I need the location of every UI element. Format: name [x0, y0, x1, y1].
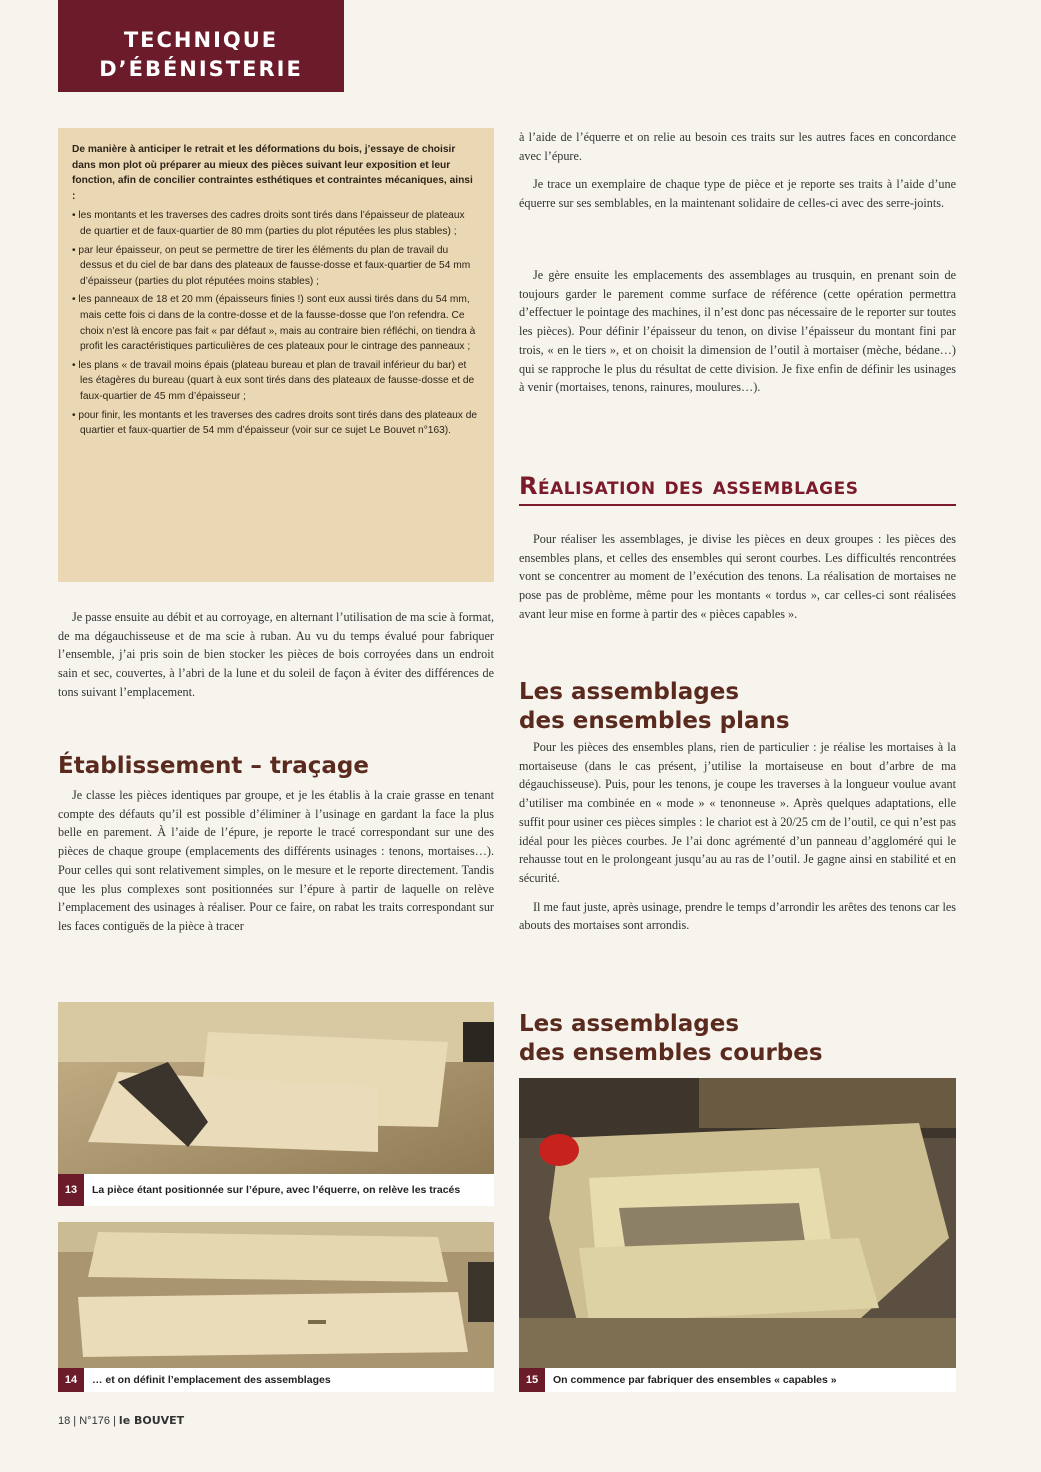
heading-line: Les assemblages — [519, 1011, 740, 1037]
page-number: 18 — [58, 1415, 71, 1427]
sidebar-box — [58, 128, 494, 582]
caption-text: … et on définit l’emplacement des assemblages — [92, 1373, 331, 1386]
list-item: • les plans « de travail moins épais (plateau bureau et plan de travail inférieur du bar) et les étagères du bureau (quart à eux sont tirés dans des plateaux de fausse-dosse et de faux-quartier de 45 mm d’épaisseur ; — [72, 358, 478, 405]
paragraph: à l’aide de l’équerre et on relie au besoin ces traits sur les autres faces en concordance avec l’épure. — [519, 130, 956, 163]
caption-number: 15 — [519, 1368, 545, 1392]
caption-text: La pièce étant positionnée sur l’épure, avec l’équerre, on relève les tracés — [92, 1183, 461, 1196]
photo-15 — [519, 1078, 956, 1368]
heading-ensembles-plans — [519, 678, 790, 736]
page-footer: 18 | N°176 | le BOUVET — [58, 1414, 185, 1427]
paragraph: Je trace un exemplaire de chaque type de pièce et je reporte ses traits à l’aide d’une équerre sur ses semblables, en la maintenant solidaire de celles-ci avec des serre-joints. — [519, 177, 956, 211]
caption-text: On commence par fabriquer des ensembles « capables » — [553, 1373, 837, 1386]
caption-number: 13 — [58, 1174, 84, 1206]
paragraph: Pour les pièces des ensembles plans, rien de particulier : je réalise les mortaises à la mortaiseuse (dans le cas présent, j’utilise la mortaiseuse en bout d’arbre de ma dégauchisseuse). Puis, pour les tenons, je coupe les traverses à la longueur voulue avant d’utiliser ma combinée en « mode » « tenonneuse ». Après quelques adaptations, elle suffit pour usiner ces pièces simples : le chariot est à 20/25 cm de l’outil, ce qui n’est pas idéal pour les pièces courbes. Je l’ai donc agrémenté d’un panneau d’aggloméré qui le rehausse tout en le prolongeant jusqu’au au ras de l’outil. Je gagne ainsi en stabilité et en sécurité. — [519, 740, 956, 885]
caption-14 — [58, 1368, 494, 1392]
paragraph: Il me faut juste, après usinage, prendre le temps d’arrondir les arêtes des tenons car les abouts des mortaises sont arrondis. — [519, 899, 956, 933]
list-item: • les panneaux de 18 et 20 mm (épaisseurs finies !) sont eux aussi tirés dans du 54 mm, mais cette fois ci dans de la contre-dosse et de la fausse-dosse que l’on refendra. Ce choix n’est là encore pas fait « par défaut », mais au contraire bien réfléchi, on tiendra à profit les caractéristiques particulières de ces plateaux pour le cintrage des panneaux ; — [72, 292, 478, 354]
list-item: • par leur épaisseur, on peut se permettre de tirer les éléments du plan de travail du dessus et du ciel de bar dans des plateaux de fausse-dosse et faux-quartier de 54 mm d’épaisseur (parties du plot réputées moins stables) ; — [72, 243, 478, 290]
list-item: • les montants et les traverses des cadres droits sont tirés dans l’épaisseur de plateaux de quartier et de faux-quartier de 80 mm (parties du plot réputées les plus stables) ; — [72, 208, 478, 239]
paragraph: Je classe les pièces identiques par groupe, et je les établis à la craie grasse en tenant compte des défauts qu’il est possible d’éliminer à l’usinage en gardant la face la plus belle en parement. À l’aide de l’épure, je reporte le tracé correspondant sur une des pièces de chaque groupe (emplacements des différents usinages : tenons, mortaises…). Pour celles qui sont relativement simples, on le mesure et le reporte directement. Tandis que les plus complexes sont positionnées sur l’épure à partir de laquelle on relève l’emplacement des usinages à réaliser. Pour ce faire, on rabat les traits correspondant sur les faces contiguës de la pièce à tracer — [58, 788, 494, 933]
section-tag — [58, 0, 344, 92]
caption-number: 14 — [58, 1368, 84, 1392]
caption-15 — [519, 1368, 956, 1392]
list-item: • pour finir, les montants et les traverses des cadres droits sont tirés dans des plateaux de quartier et faux-quartier de 54 mm d’épaisseur (voir sur ce sujet Le Bouvet n°163). — [72, 408, 478, 439]
photo-14 — [58, 1222, 494, 1368]
paragraph: Pour réaliser les assemblages, je divise les pièces en deux groupes : les pièces des ensembles plans, et celles des ensembles qui seront courbes. Les difficultés rencontrées vont se concentrer au moment de l’exécution des tenons. La réalisation de mortaises ne pose pas de problème, même pour les montants « tordus », car celles-ci sont réalisées avant leur mise en forme à partir des « pièces capables ». — [519, 532, 956, 621]
etablissement-block — [58, 786, 494, 978]
issue-number: N°176 — [79, 1415, 110, 1427]
section-tag-line2: D’ÉBÉNISTERIE — [99, 57, 303, 81]
caption-13 — [58, 1174, 494, 1206]
sidebar-intro: De manière à anticiper le retrait et les déformations du bois, j’essaye de choisir dans mon plot où préparer au mieux des pièces suivant leur exposition et leur fonction, afin de concilier contraintes esthétiques et contraintes mécaniques, ainsi : — [72, 144, 473, 202]
heading-realisation: Réalisation des assemblages — [519, 470, 956, 506]
heading-line: des ensembles plans — [519, 708, 790, 734]
photo-13 — [58, 1002, 494, 1174]
heading-line: des ensembles courbes — [519, 1040, 823, 1066]
paragraph: Je passe ensuite au débit et au corroyage, en alternant l’utilisation de ma scie à format, de ma dégauchisseuse et de ma scie à ruban. Au vu du temps évalué pour fabriquer l’ensemble, j’ai pris soin de bien stocker les pièces de bois corroyées dans un endroit sain et sec, couvertes, à l’abri de la lune et du soleil de façon à éviter des différences de tons suivant l’emplacement. — [58, 610, 494, 699]
sidebar-list — [72, 208, 478, 438]
magazine-brand: le BOUVET — [118, 1414, 185, 1427]
section-tag-line1: TECHNIQUE — [123, 28, 279, 52]
paragraph: Je gère ensuite les emplacements des assemblages au trusquin, en prenant soin de toujours garder le parement comme surface de référence (cette opération permettra d’effectuer le pointage des machines, il n’est donc pas nécessaire de le reporter sur toutes les pièces). Pour définir l’épaisseur du tenon, on divise l’épaisseur du montant fini par trois, « en le tiers », et on choisit la dimension de l’outil à mortaiser (mèche, bédane…) qui se rapproche le plus du résultat de cette division. Je fixe enfin de définir les usinages à venir (mortaises, tenons, rainures, moulures…). — [519, 268, 956, 395]
heading-ensembles-courbes — [519, 1010, 823, 1068]
left-paragraph-block — [58, 608, 494, 726]
right-top-block — [519, 128, 956, 238]
heading-etablissement: Établissement – traçage — [58, 753, 369, 779]
photo-15-illustration — [519, 1078, 956, 1368]
photo-14-illustration — [58, 1222, 494, 1368]
realisation-block — [519, 530, 956, 658]
right-mid-block — [519, 266, 956, 448]
heading-line: Les assemblages — [519, 679, 740, 705]
plans-block — [519, 738, 956, 988]
photo-13-illustration — [58, 1002, 494, 1174]
